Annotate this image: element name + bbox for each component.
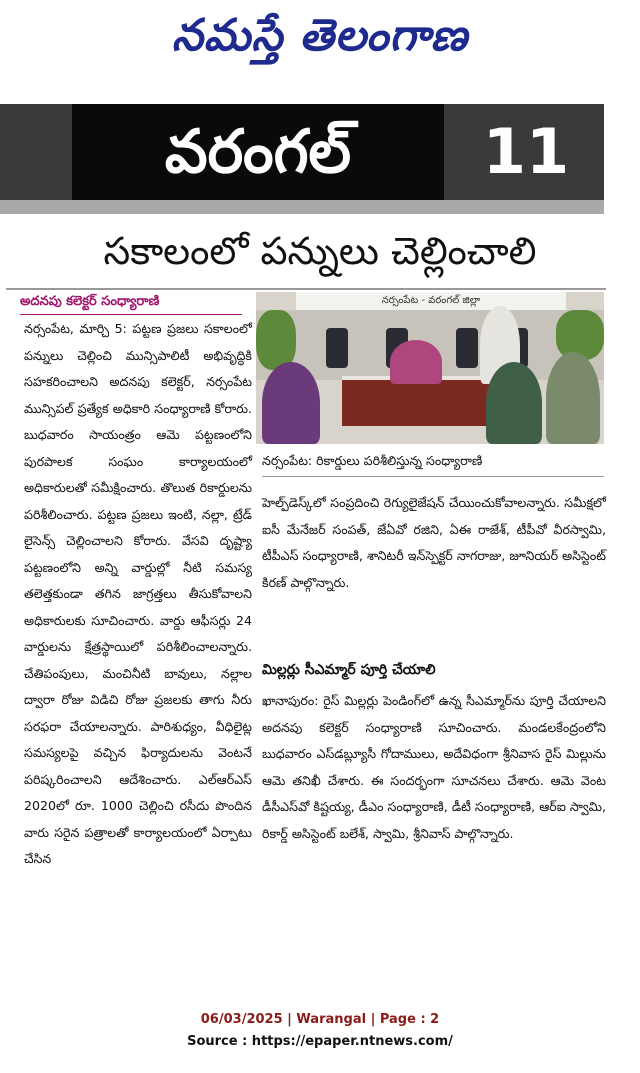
section-name-box: [72, 104, 444, 200]
headline-divider: [6, 288, 606, 290]
page-number: 11: [482, 115, 570, 188]
photo-plant-left: [256, 310, 296, 370]
article-body-second: ఖానాపురం: రైస్ మిల్లర్లు పెండింగ్‌లో ఉన్న సీఎమ్మార్‌ను పూర్తి చేయాలని అదనపు కలెక్టర్ సంధ్యారాణి సూచించారు. మండలకేంద్రంలోని బుధవారం ఎస్‌డబ్ల్యూసీ గోదాములు, అదేవిధంగా శ్రీనివాస రైస్ మిల్లును ఆమె తనిఖీ చేశారు. ఈ సందర్భంగా సూచనలు చేశారు. ఆమె వెంట డీసీఎస్‌వో కిష్టయ్య, డీఎం సంధ్యారాణి, డీటీ సంధ్యారాణి, ఆర్ఐ స్వామి, రికార్డ్ అసిస్టెంట్ బలేశ్, స్వామి, శ్రీనివాస్ పాల్గొన్నారు.: [262, 693, 606, 841]
photo-person-officer: [390, 340, 442, 384]
article-body-right: హెల్ప్‌డెస్క్‌లో సంప్రదించి రెగ్యులైజేషన్ చేయించుకోవాలన్నారు. సమీక్షలో ఐసీ మేనేజర్ సంపత్, జేఏవో రజిని, ఏఈ రాజేశ్, టీపీవో వీరస్వామి, టీపీఎస్ సంధ్యారాణి, శానిటరీ ఇన్‌స్పెక్టర్ నాగరాజు, జూనియర్ అసిస్టెంట్ కిరణ్ పాల్గొన్నారు.: [262, 495, 606, 590]
caption-divider: [262, 476, 604, 477]
footer-date-line: 06/03/2025 | Warangal | Page : 2: [200, 1012, 440, 1027]
article-kicker: అదనపు కలెక్టర్ సంధ్యారాణి: [20, 294, 160, 309]
footer-source-line[interactable]: Source : https://epaper.ntnews.com/: [187, 1034, 453, 1049]
kicker-underline: [20, 314, 242, 315]
article-body-left: నర్సంపేట, మార్చి 5: పట్టణ ప్రజలు సకాలంలో పన్నులు చెల్లించి మున్సిపాలిటీ అభివృద్ధికి సహకరించాలని అదనపు కలెక్టర్, నర్సంపేట మున్సిపల్ ప్రత్యేక అధికారి సంధ్యారాణి కోరారు. బుధవారం సాయంత్రం ఆమె పట్టణంలోని పురపాలక సంఘం కార్యాలయంలో అధికారులతో సమీక్షించారు. తొలుత రికార్డులను పరిశీలించారు. పట్టణ ప్రజలు ఇంటి, నల్లా, ట్రేడ్ లైసెన్స్ చెల్లించాలని కోరారు. వేసవి దృష్ట్యా పట్టణంలోని అన్ని వార్డుల్లో నీటి సమస్య తలెత్తకుండా తగిన జాగ్రత్తలు తీసుకోవాలని అధికారులకు సూచించారు. వార్డు ఆఫీసర్లు 24 వార్డులను క్షేత్రస్థాయిలో పరిశీలించాలన్నారు. చేతిపంపులు, మంచినీటి బావులు, నల్లాల ద్వారా రోజు విడిచి రోజు ప్రజలకు తాగు నీరు సరఫరా చేయాలన్నారు. పారిశుధ్యం, వీధిలైట్ల సమస్యలపై వచ్చిన ఫిర్యాదులను వెంటనే పరిష్కరించాలని ఆదేశించారు. ఎల్ఆర్ఎస్ 2020లో రూ. 1000 చెల్లించి రసీదు పొందిన వారు సరైన పత్రాలతో కార్యాలయంలో ఏర్పాటు చేసిన: [24, 321, 252, 866]
masthead: [0, 0, 640, 78]
photo-person-right: [486, 362, 542, 444]
masthead-title: నమస్తే తెలంగాణ: [171, 10, 469, 61]
section-name: వరంగల్: [164, 117, 352, 187]
section-strip: [0, 200, 604, 214]
photo-plant-right: [556, 310, 604, 360]
photo-caption: నర్సంపేట: రికార్డులు పరిశీలిస్తున్న సంధ్యారాణి: [262, 453, 483, 468]
photo-chair: [456, 328, 478, 368]
article-photo: [256, 292, 604, 444]
article-subhead: మిల్లర్లు సీఎమ్మార్ పూర్తి చేయాలి: [262, 662, 436, 678]
photo-person-left: [262, 362, 320, 444]
photo-banner-text: నర్సంపేట - వరంగల్ జిల్లా: [381, 295, 481, 306]
article-headline: సకాలంలో పన్నులు చెల్లించాలి: [103, 229, 537, 273]
photo-chair: [326, 328, 348, 368]
photo-banner: [296, 292, 566, 310]
photo-person-far-right: [546, 352, 600, 444]
